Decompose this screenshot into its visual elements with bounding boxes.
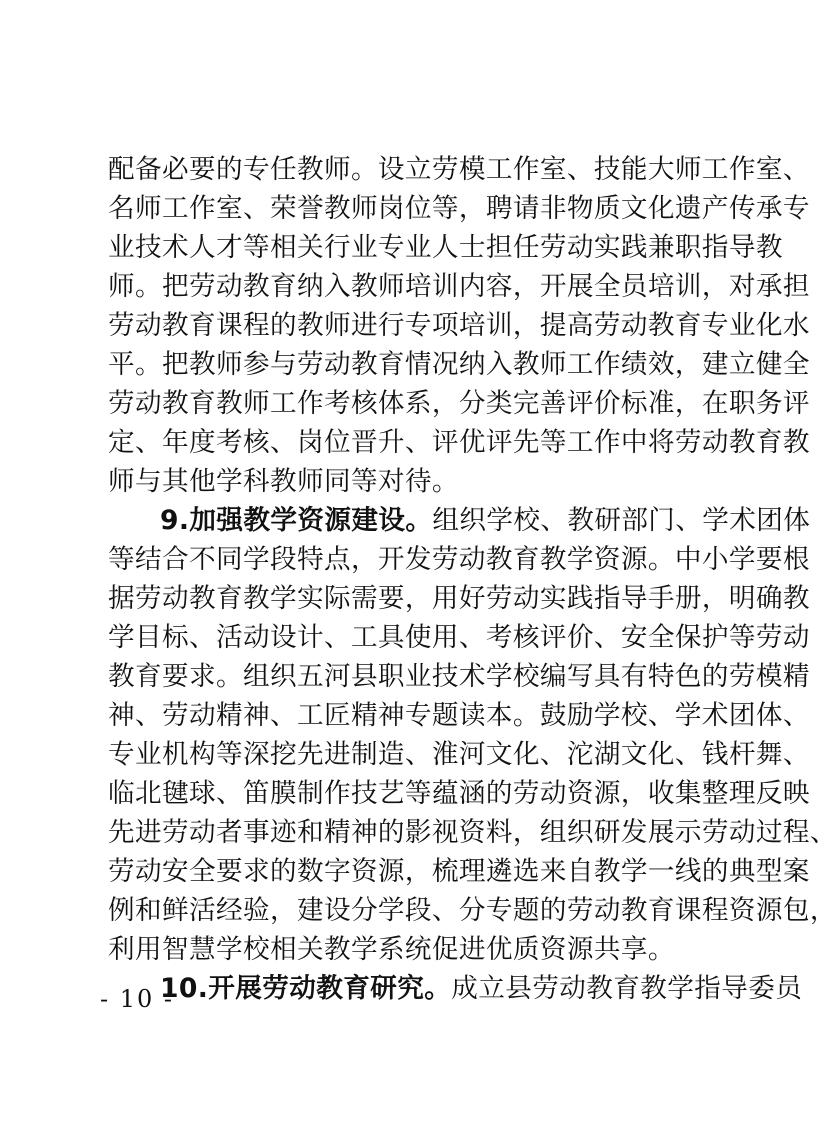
paragraph-line-7: 劳动教育教师工作考核体系，分类完善评价标准，在职务评: [108, 388, 810, 419]
section-10-heading: 10.开展劳动教育研究。: [160, 973, 452, 1004]
section-9-line-1: 等结合不同学段特点，开发劳动教育教学资源。中小学要根: [108, 544, 810, 575]
section-9-line-7: 临北毽球、笛膜制作技艺等蕴涵的劳动资源，收集整理反映: [108, 778, 810, 809]
paragraph-line-3: 业技术人才等相关行业专业人士担任劳动实践兼职指导教: [108, 232, 783, 263]
section-9-line-9: 劳动安全要求的数字资源，梳理遴选来自教学一线的典型案: [108, 856, 810, 887]
paragraph-line-4: 师。把劳动教育纳入教师培训内容，开展全员培训，对承担: [108, 271, 810, 302]
paragraph-line-1: 配备必要的专任教师。设立劳模工作室、技能大师工作室、: [108, 154, 810, 185]
section-10-first-line-text: 成立县劳动教育教学指导委员: [451, 973, 803, 1004]
page-number: - 10 -: [100, 985, 175, 1013]
paragraph-line-9: 师与其他学科教师同等对待。: [108, 466, 459, 497]
section-9-line-8: 先进劳动者事迹和精神的影视资料，组织研发展示劳动过程、: [108, 817, 837, 848]
section-9-line-6: 专业机构等深挖先进制造、淮河文化、沱湖文化、钱杆舞、: [108, 739, 810, 770]
section-9-line-11: 利用智慧学校相关教学系统促进优质资源共享。: [108, 934, 675, 965]
section-9-line-2: 据劳动教育教学实际需要，用好劳动实践指导手册，明确教: [108, 583, 810, 614]
section-9-line-10: 例和鲜活经验，建设分学段、分专题的劳动教育课程资源包，: [108, 895, 837, 926]
section-9-first-line-text: 组织学校、教研部门、学术团体: [432, 505, 811, 536]
paragraph-line-5: 劳动教育课程的教师进行专项培训，提高劳动教育专业化水: [108, 310, 810, 341]
section-9-line-5: 神、劳动精神、工匠精神专题读本。鼓励学校、学术团体、: [108, 700, 810, 731]
section-10-first-line: [160, 969, 803, 1009]
paragraph-line-2: 名师工作室、荣誉教师岗位等，聘请非物质文化遗产传承专: [108, 193, 810, 224]
paragraph-line-6: 平。把教师参与劳动教育情况纳入教师工作绩效，建立健全: [108, 349, 810, 380]
section-9-line-4: 教育要求。组织五河县职业技术学校编写具有特色的劳模精: [108, 661, 810, 692]
paragraph-line-8: 定、年度考核、岗位晋升、评优评先等工作中将劳动教育教: [108, 427, 810, 458]
section-9-heading: 9.加强教学资源建设。: [160, 505, 433, 536]
section-9-first-line: [160, 501, 811, 541]
section-9-line-3: 学目标、活动设计、工具使用、考核评价、安全保护等劳动: [108, 622, 810, 653]
